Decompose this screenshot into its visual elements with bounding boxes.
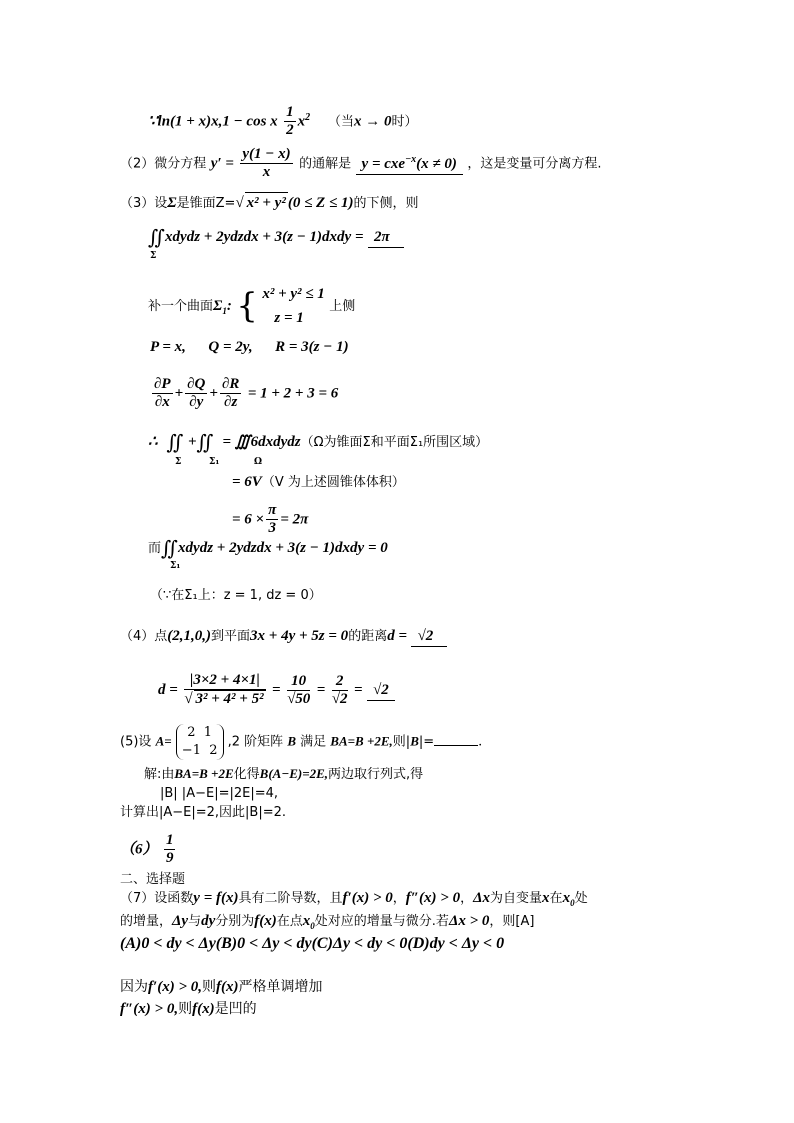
q4-answer: √2 xyxy=(411,626,447,647)
reason-line-1: 因为f′(x) > 0,则f(x)严格单调增加 xyxy=(120,979,323,995)
double-integral-icon: ∬ xyxy=(161,536,179,560)
calculation-line: 计算出|A−E|=2,因此|B|=2. xyxy=(120,805,287,820)
sigma-subscript: Σ xyxy=(175,457,182,467)
question-6: （6） $\frac{1}{9}$ xyxy=(120,832,174,866)
because-symbol: ∵ xyxy=(148,113,158,130)
supplementary-surface: 补一个曲面$\Sigma_1$: { x² + y² ≤ 1 z = 1 上侧 xyxy=(148,286,356,326)
question-5: (5)设 A= 2 1 −1 2 ,2 阶矩阵 B 满足 BA=B +2E,则|B|= . xyxy=(120,725,483,758)
six-pi-line: = 6 × $\frac{\pi}{3}$ = 2π xyxy=(232,502,309,536)
q3-surface-integral: ∬xdydz + 2ydzdx + 3(z − 1)dxdy = 2π xyxy=(148,227,404,248)
q2-answer: y = cxe$^{-x}$(x ≠ 0) xyxy=(356,150,463,175)
limit-equivalence-line: ∵ln(1 + x)x,1 − cos x $\frac{1}{2}$ $x^2$ （当x → 0时） xyxy=(148,104,418,138)
question-4: （4）点(2,1,0,)到平面3x + 4y + 5z = 0的距离d = √2 xyxy=(120,626,447,647)
omega-subscript: Ω xyxy=(254,457,263,467)
sigma-subscript: Σ xyxy=(150,251,157,261)
determinant-line: |B| |A−E|=|2E|=4, xyxy=(160,786,279,801)
question-7-line2: 的增量，Δy与dy分别为f(x)在点$x_0$处对应的增量与微分.若Δx > 0，则[A] xyxy=(120,913,535,931)
q5-solution: 解:由BA=B +2E化得B(A−E)=2E,两边取行列式,得 xyxy=(144,766,424,782)
q2-fraction: $\frac{y(1 - x)}{x}$ xyxy=(242,146,291,180)
because-note: （∵在Σ₁上：z = 1, dz = 0） xyxy=(150,588,322,603)
question-2: （2）微分方程 y′ = $\frac{y(1 - x)}{x}$ 的通解是 y = cxe$^{-x}$(x ≠ 0) ，这是变量可分离方程. xyxy=(120,146,602,180)
sigma1-subscript: Σ₁ xyxy=(170,561,181,571)
double-integral-icon: ∬ xyxy=(166,430,184,454)
divergence-line: $\frac{\partial P}{\partial x}$ + $\frac{\partial Q}{\partial y}$ + $\frac{\partial R}{\partial z}$ = 1 + 2 + 3 = 6 xyxy=(154,376,339,410)
q6-answer: $\frac{1}{9}$ xyxy=(165,832,174,866)
question-7-line1: （7）设函数y = f(x)具有二阶导数，且f′(x) > 0，f″(x) > 0，Δx为自变量x在$x_0$处 xyxy=(120,890,588,908)
double-integral-icon: ∬ xyxy=(196,430,214,454)
sigma1-integral-line: 而∬xdydz + 2ydzdx + 3(z − 1)dxdy = 0 xyxy=(148,536,388,560)
sigma1-subscript: Σ₁ xyxy=(209,457,220,467)
gauss-line: ∴ ∬ +∬ = ∭6dxdydz（Ω为锥面Σ和平面Σ₁所围区域） xyxy=(148,430,489,454)
equivalence-expr: ln(1 + x)x,1 − cos x xyxy=(157,113,278,130)
distance-answer: √2 xyxy=(367,680,395,701)
matrix-a: 2 1 −1 2 xyxy=(176,724,224,760)
question-3: （3）设Σ是锥面Z=√ x² + y² (0 ≤ Z ≤ 1)的下侧，则 xyxy=(120,192,418,214)
half-fraction: $\frac{1}{2}$ xyxy=(286,104,294,138)
answer-blank xyxy=(434,745,478,746)
reason-line-2: f″(x) > 0,则f(x)是凹的 xyxy=(120,1001,257,1017)
q3-answer: 2π xyxy=(368,227,404,248)
distance-calc: d = $\frac{|3\times 2 + 4\times 1|}{\text{√ 3² + 4² + 5²}}$ = $\frac{10}{√50}$ = $\frac{2}{√2}$ = √2 xyxy=(158,672,395,708)
left-brace-icon: { xyxy=(236,286,258,326)
pqr-line: P = x, Q = 2y, R = 3(z − 1) xyxy=(150,339,349,355)
q7-options: (A)0 < dy < Δy(B)0 < Δy < dy(C)Δy < dy < 0(D)dy < Δy < 0 xyxy=(120,935,505,952)
section-title: 二、选择题 xyxy=(120,872,186,887)
six-v-line: = 6V（V 为上述圆锥体体积） xyxy=(232,474,405,490)
double-integral-icon: ∬ xyxy=(148,225,166,249)
